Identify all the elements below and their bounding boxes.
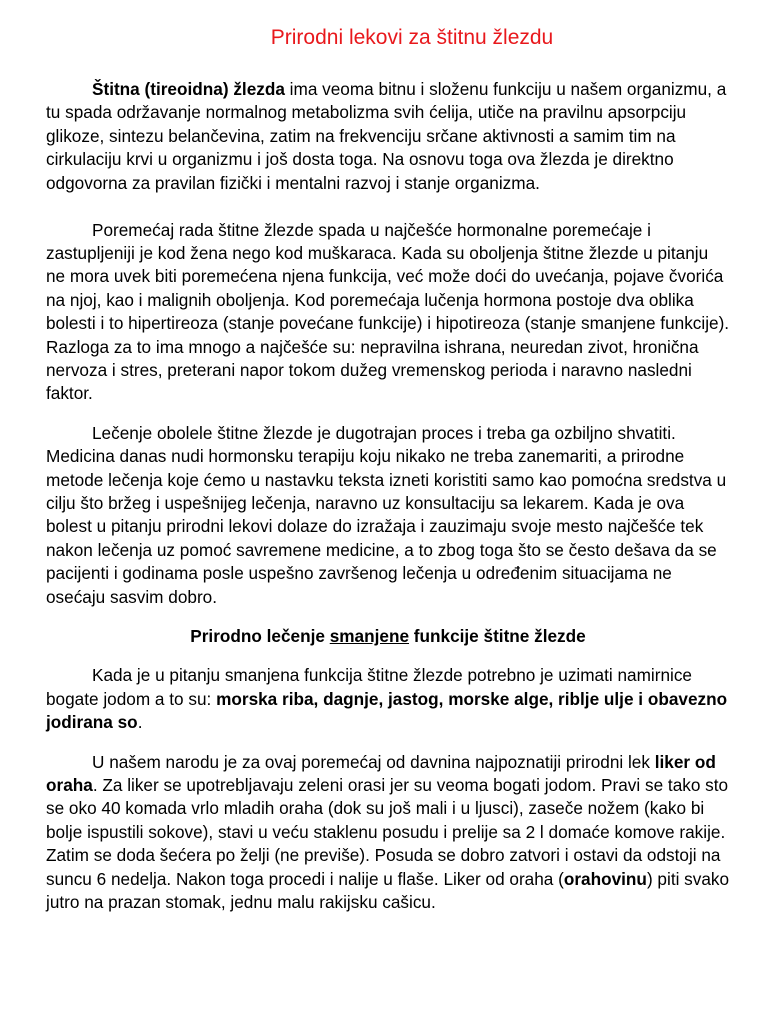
intro-bold-term: Štitna (tireoidna) žlezda: [92, 79, 285, 99]
section-heading: [46, 625, 730, 648]
section-heading-before: Prirodno lečenje: [190, 626, 330, 647]
liqueur-text-2: . Za liker se upotrebljavaju zeleni orasi jer su veoma bogati jodom. Pravi se tako sto se oko 40 komada vrlo mladih oraha (dok su još mali i u ljusci), zaseče nožem (kako bi bolje ispustili sokove), stavi u veću staklenu posudu i prelije sa 2 l domaće komove rakije. Zatim se doda šećera po želji (ne previše). Posuda se dobro zatvori i ostavi da odstoji na suncu 6 nedelja. Nakon toga procedi i nalije u flaše. Liker od oraha (: [46, 775, 729, 889]
paragraph-intro: [46, 78, 730, 195]
section-heading-after: funkcije štitne žlezde: [409, 626, 586, 647]
paragraph-disorders: Poremećaj rada štitne žlezde spada u najčešće hormonalne poremećaje i zastupljeniji je kod žena nego kod muškaraca. Kada su oboljenja štitne žlezde u pitanju ne mora uvek biti poremećena njena funkcija, već može doći do uvećanja, pojave čvorića na njoj, kao i malignih oboljenja. Kod poremećaja lučenja hormona postoje dva oblika bolesti i to hipertireoza (stanje povećane funkcije) i hipotireoza (stanje smanjene funkcije). Razloga za to ima mnogo a najčešće su: nepravilna ishrana, neuredan zivot, hronična nervoza i stres, preterani napor tokom dužeg vremenskog perioda i naravno nasledni faktor.: [46, 219, 730, 404]
intro-text: ima veoma bitnu i složenu funkciju u našem organizmu, a tu spada održavanje normalnog metabolizma svih ćelija, utiče na pravilnu apsorpciju glikoze, sintezu belančevina, zatim na frekvenciju srčane aktivnosti a samim tim na cirkulaciju krvi u organizmu i još dosta toga. Na osnovu toga ova žlezda je direktno odgovorna za pravilan fizički i mentalni razvoj i stanje organizma.: [46, 79, 727, 193]
liqueur-bold-2: orahovinu: [563, 868, 647, 889]
paragraph-walnut-liqueur: [46, 751, 730, 915]
section-heading-underlined: smanjene: [329, 626, 410, 647]
iodine-foods-bold: morska riba, dagnje, jastog, morske alge, riblje ulje i obavezno jodirana so: [46, 688, 728, 733]
liqueur-text-1: U našem narodu je za ovaj poremećaj od davnina najpoznatiji prirodni lek: [92, 751, 655, 772]
iodine-end: .: [137, 712, 143, 733]
liqueur-bold-1: liker od oraha: [46, 751, 716, 796]
liqueur-text-3: ) piti svako jutro na prazan stomak, jednu malu rakijsku cašicu.: [46, 868, 730, 913]
document-body: [46, 78, 730, 915]
page-title: Prirodni lekovi za štitnu žlezdu: [270, 26, 554, 49]
iodine-text: Kada je u pitanju smanjena funkcija štitne žlezde potrebno je uzimati namirnice bogate jodom a to su:: [46, 665, 692, 709]
paragraph-treatment: Lečenje obolele štitne žlezde je dugotrajan proces i treba ga ozbiljno shvatiti. Medicina danas nudi hormonsku terapiju koju nikako ne treba zanemariti, a prirodne metode lečenja koje ćemo u nastavku teksta izneti koristiti samo kao pomoćna sredstva u cilju što bržeg i uspešnijeg lečenja, naravno uz konsultaciju sa lekarem. Kada je ova bolest u pitanju prirodni lekovi dolaze do izražaja i zauzimaju svoje mesto najčešće tek nakon lečenja uz pomoć savremene medicine, a to zbog toga što se često dešava da se pacijenti i godinama posle uspešno završenog lečenja u određenim situacijama ne osećaju sasvim dobro.: [46, 422, 727, 607]
paragraph-iodine-foods: [46, 664, 730, 734]
